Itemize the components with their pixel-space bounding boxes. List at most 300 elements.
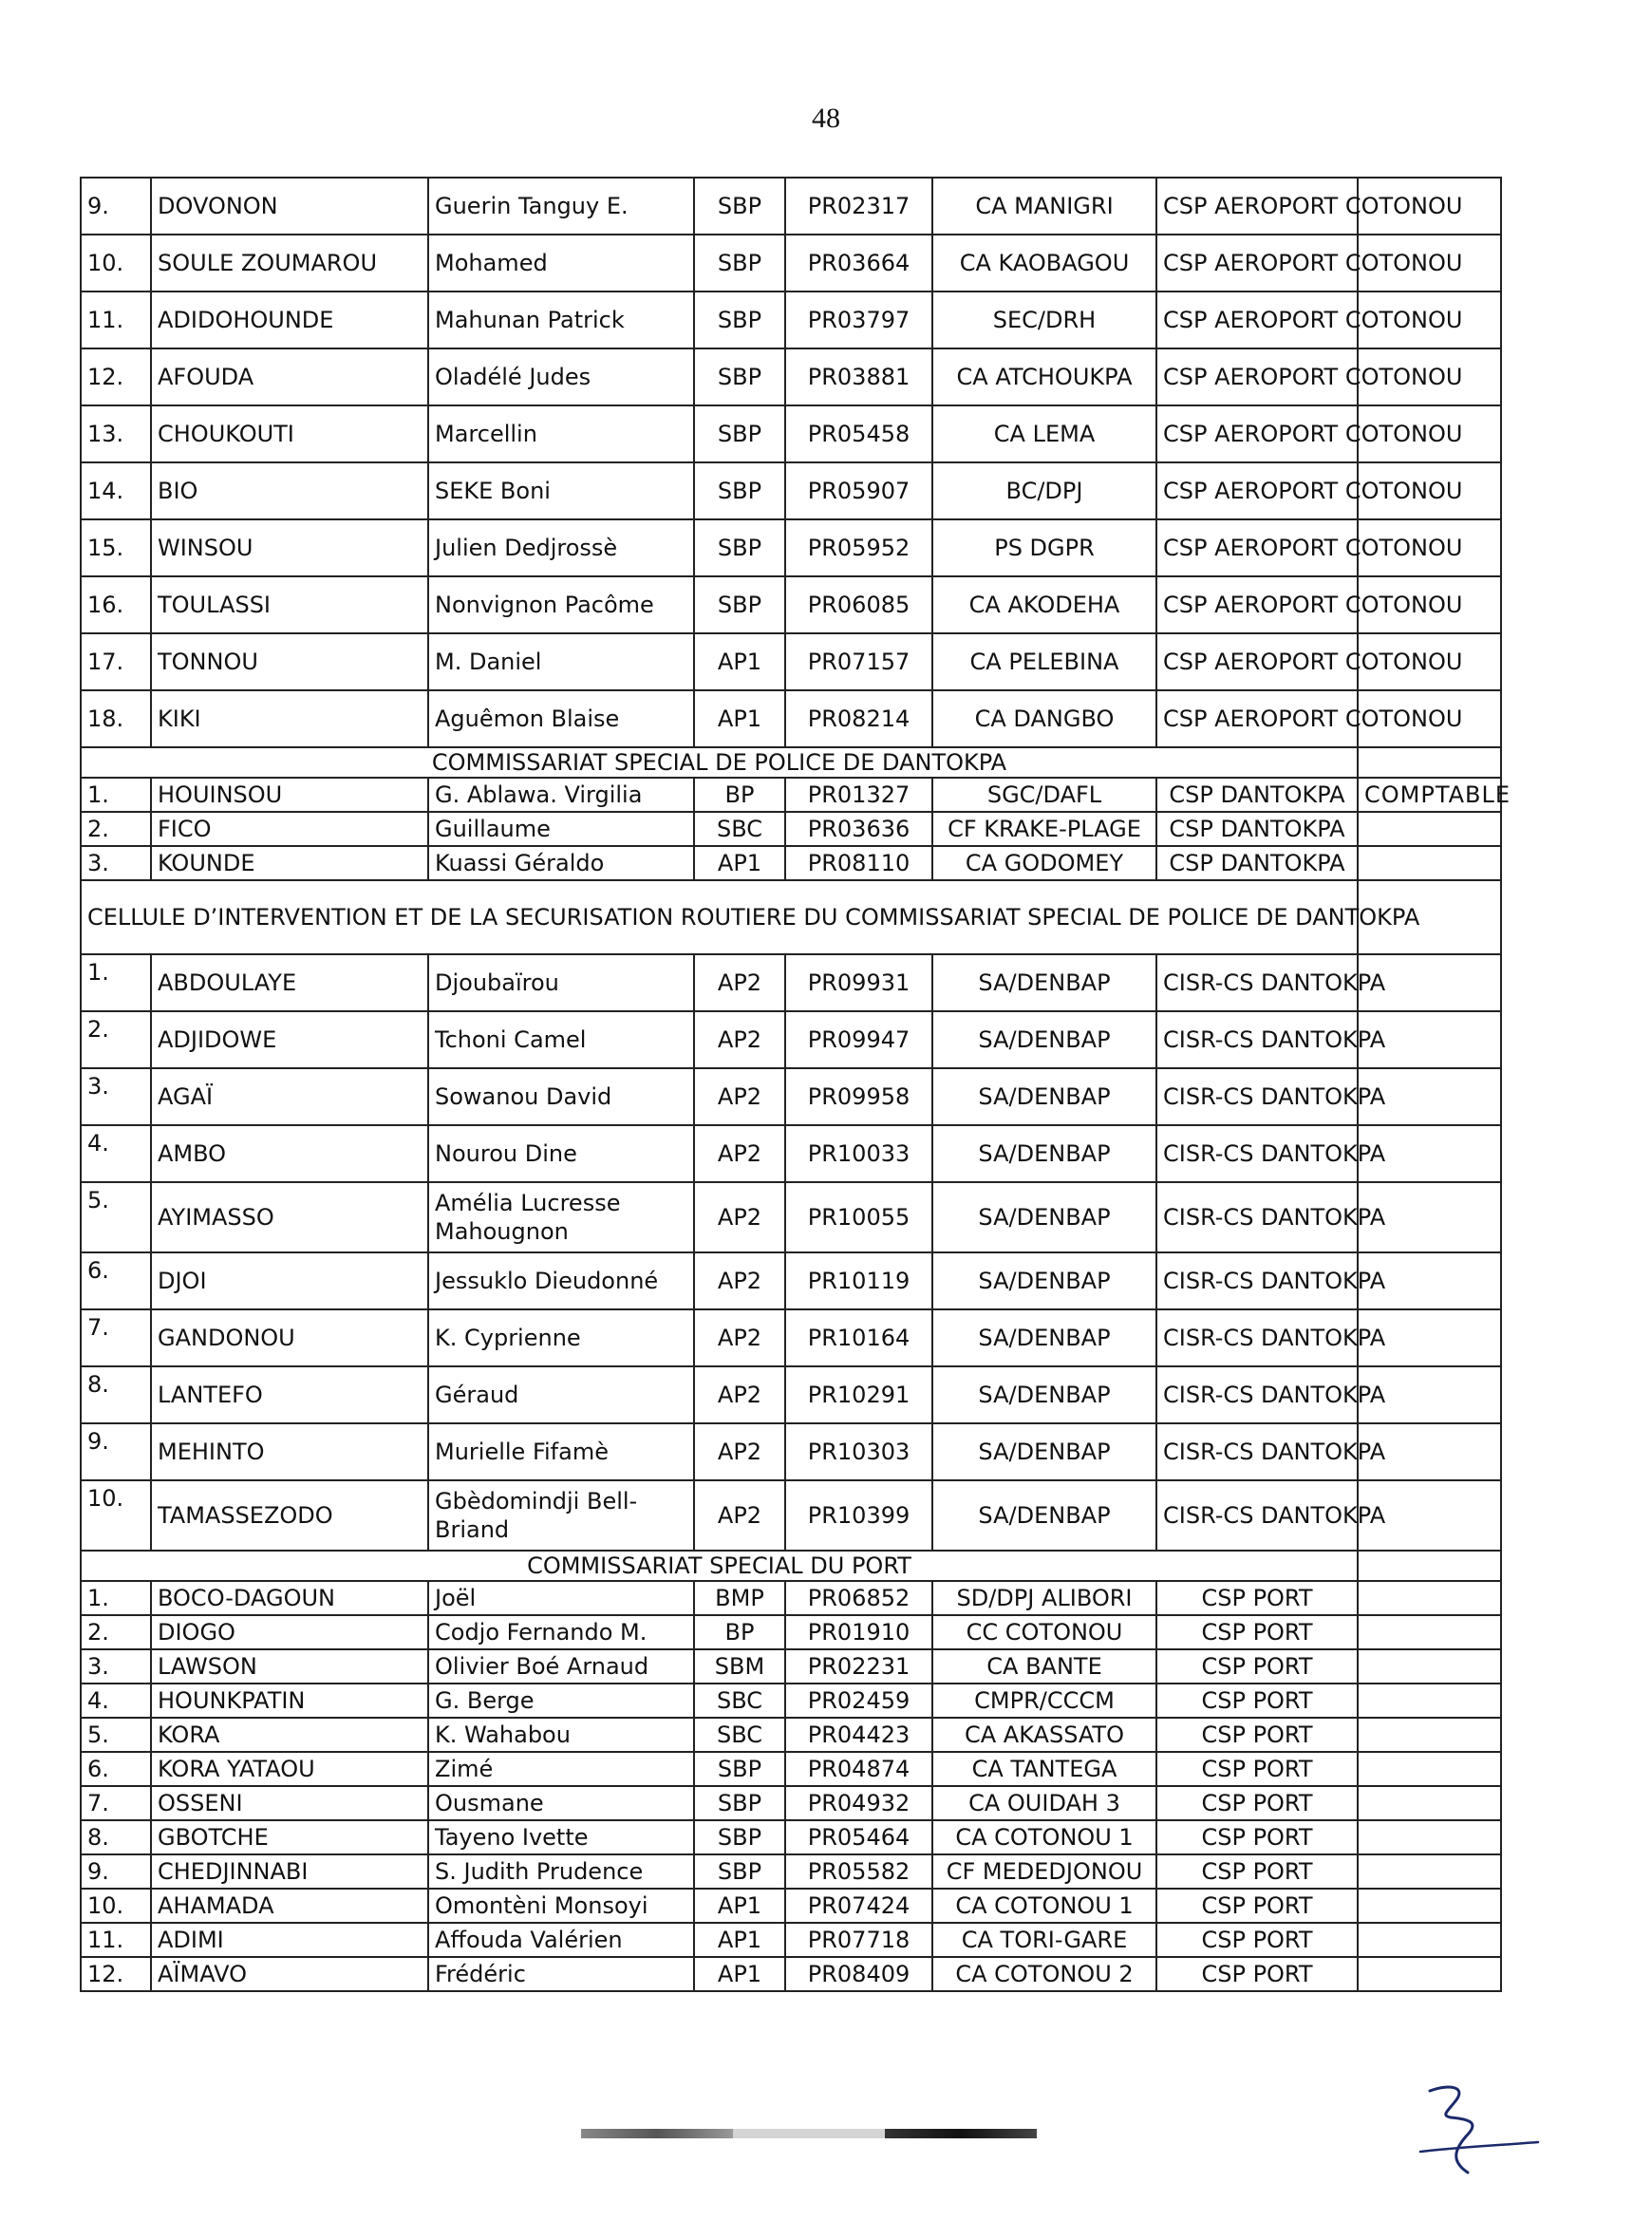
- surname-cell: AYIMASSO: [151, 1182, 428, 1252]
- grade-cell: BP: [694, 1615, 785, 1649]
- table-row: [81, 812, 1501, 846]
- registration-number-cell: PR03664: [785, 235, 932, 292]
- row-number: 11.: [81, 292, 151, 348]
- remark-cell: [1358, 1718, 1501, 1752]
- table-row: [81, 1820, 1501, 1854]
- registration-number-cell: PR02231: [785, 1649, 932, 1684]
- row-number: 13.: [81, 405, 151, 462]
- grade-cell: SBP: [694, 1752, 785, 1786]
- surname-cell: HOUINSOU: [151, 778, 428, 812]
- surname-cell: CHOUKOUTI: [151, 405, 428, 462]
- new-service-cell: CSP AEROPORT COTONOU: [1156, 405, 1358, 462]
- registration-number-cell: PR01910: [785, 1615, 932, 1649]
- registration-number-cell: PR09958: [785, 1068, 932, 1125]
- remark-cell: [1358, 1752, 1501, 1786]
- table-row: [81, 178, 1501, 235]
- grade-cell: BMP: [694, 1581, 785, 1615]
- new-service-cell: CSP AEROPORT COTONOU: [1156, 178, 1358, 235]
- registration-number-cell: PR10303: [785, 1423, 932, 1480]
- table-row: [81, 1480, 1501, 1551]
- grade-cell: AP1: [694, 846, 785, 880]
- table-row: [81, 1752, 1501, 1786]
- table-row: [81, 690, 1501, 747]
- registration-number-cell: PR04874: [785, 1752, 932, 1786]
- surname-cell: FICO: [151, 812, 428, 846]
- grade-cell: AP2: [694, 1182, 785, 1252]
- given-names-cell: Olivier Boé Arnaud: [428, 1649, 694, 1684]
- registration-number-cell: PR10055: [785, 1182, 932, 1252]
- new-service-cell: CSP AEROPORT COTONOU: [1156, 519, 1358, 576]
- row-number: 2.: [81, 812, 151, 846]
- surname-cell: DOVONON: [151, 178, 428, 235]
- new-service-cell: CSP AEROPORT COTONOU: [1156, 690, 1358, 747]
- scan-mark: [581, 2129, 733, 2138]
- new-service-cell: CISR-CS DANTOKPA: [1156, 1423, 1358, 1480]
- row-number: 10.: [81, 1480, 151, 1551]
- row-number: 9.: [81, 178, 151, 235]
- given-names-cell: Mahunan Patrick: [428, 292, 694, 348]
- given-names-cell: Zimé: [428, 1752, 694, 1786]
- given-names-cell: Murielle Fifamè: [428, 1423, 694, 1480]
- previous-posting-cell: SA/DENBAP: [932, 1011, 1156, 1068]
- grade-cell: SBC: [694, 812, 785, 846]
- grade-cell: AP2: [694, 1366, 785, 1423]
- given-names-cell: Tayeno Ivette: [428, 1820, 694, 1854]
- table-row: [81, 1366, 1501, 1423]
- given-names-cell: K. Wahabou: [428, 1718, 694, 1752]
- table-row: [81, 1581, 1501, 1615]
- remark-cell: [1358, 1615, 1501, 1649]
- surname-cell: KOUNDE: [151, 846, 428, 880]
- table-row: [81, 1252, 1501, 1309]
- previous-posting-cell: SA/DENBAP: [932, 1423, 1156, 1480]
- new-service-cell: CISR-CS DANTOKPA: [1156, 1252, 1358, 1309]
- new-service-cell: CSP PORT: [1156, 1923, 1358, 1957]
- surname-cell: OSSENI: [151, 1786, 428, 1820]
- given-names-cell: Frédéric: [428, 1957, 694, 1991]
- grade-cell: SBP: [694, 405, 785, 462]
- new-service-cell: CSP AEROPORT COTONOU: [1156, 292, 1358, 348]
- surname-cell: BIO: [151, 462, 428, 519]
- previous-posting-cell: CA KAOBAGOU: [932, 235, 1156, 292]
- table-row: [81, 1957, 1501, 1991]
- given-names-cell: Guerin Tanguy E.: [428, 178, 694, 235]
- previous-posting-cell: CA COTONOU 1: [932, 1889, 1156, 1923]
- personnel-roster-table: [80, 177, 1511, 1992]
- grade-cell: AP2: [694, 954, 785, 1011]
- new-service-cell: CISR-CS DANTOKPA: [1156, 1480, 1358, 1551]
- row-number: 7.: [81, 1309, 151, 1366]
- previous-posting-cell: SA/DENBAP: [932, 1125, 1156, 1182]
- new-service-cell: CSP PORT: [1156, 1786, 1358, 1820]
- table-row: [81, 1786, 1501, 1820]
- registration-number-cell: PR10033: [785, 1125, 932, 1182]
- table-row: [81, 519, 1501, 576]
- registration-number-cell: PR09947: [785, 1011, 932, 1068]
- table-row: [81, 1854, 1501, 1889]
- registration-number-cell: PR05582: [785, 1854, 932, 1889]
- given-names-cell: Aguêmon Blaise: [428, 690, 694, 747]
- new-service-cell: CISR-CS DANTOKPA: [1156, 1366, 1358, 1423]
- previous-posting-cell: CA COTONOU 2: [932, 1957, 1156, 1991]
- registration-number-cell: PR01327: [785, 778, 932, 812]
- given-names-cell: Julien Dedjrossè: [428, 519, 694, 576]
- section-blank-cell: [1358, 747, 1501, 778]
- given-names-cell: G. Berge: [428, 1684, 694, 1718]
- previous-posting-cell: CA ATCHOUKPA: [932, 348, 1156, 405]
- registration-number-cell: PR07157: [785, 633, 932, 690]
- previous-posting-cell: CA COTONOU 1: [932, 1820, 1156, 1854]
- table-row: [81, 1718, 1501, 1752]
- grade-cell: AP2: [694, 1011, 785, 1068]
- registration-number-cell: PR02459: [785, 1684, 932, 1718]
- section-blank-cell: [1358, 1551, 1501, 1581]
- table-row: [81, 1125, 1501, 1182]
- row-number: 4.: [81, 1684, 151, 1718]
- new-service-cell: CSP PORT: [1156, 1684, 1358, 1718]
- surname-cell: AMBO: [151, 1125, 428, 1182]
- remark-cell: [1358, 1649, 1501, 1684]
- remark-cell: [1358, 1923, 1501, 1957]
- new-service-cell: CISR-CS DANTOKPA: [1156, 1011, 1358, 1068]
- grade-cell: SBP: [694, 519, 785, 576]
- grade-cell: AP1: [694, 690, 785, 747]
- new-service-cell: CSP DANTOKPA: [1156, 846, 1358, 880]
- registration-number-cell: PR07424: [785, 1889, 932, 1923]
- registration-number-cell: PR02317: [785, 178, 932, 235]
- page-number: 48: [812, 103, 840, 134]
- surname-cell: ADJIDOWE: [151, 1011, 428, 1068]
- surname-cell: KIKI: [151, 690, 428, 747]
- registration-number-cell: PR08214: [785, 690, 932, 747]
- registration-number-cell: PR03636: [785, 812, 932, 846]
- new-service-cell: CSP AEROPORT COTONOU: [1156, 576, 1358, 633]
- previous-posting-cell: CA BANTE: [932, 1649, 1156, 1684]
- grade-cell: AP1: [694, 1957, 785, 1991]
- new-service-cell: CSP AEROPORT COTONOU: [1156, 633, 1358, 690]
- section-header-row: [81, 880, 1501, 954]
- previous-posting-cell: CMPR/CCCM: [932, 1684, 1156, 1718]
- surname-cell: CHEDJINNABI: [151, 1854, 428, 1889]
- new-service-cell: CSP AEROPORT COTONOU: [1156, 235, 1358, 292]
- section-title: COMMISSARIAT SPECIAL DE POLICE DE DANTOKPA: [81, 747, 1358, 778]
- given-names-cell: Ousmane: [428, 1786, 694, 1820]
- registration-number-cell: PR05952: [785, 519, 932, 576]
- grade-cell: AP2: [694, 1423, 785, 1480]
- surname-cell: ADIDOHOUNDE: [151, 292, 428, 348]
- given-names-cell: Oladélé Judes: [428, 348, 694, 405]
- row-number: 5.: [81, 1718, 151, 1752]
- previous-posting-cell: CA OUIDAH 3: [932, 1786, 1156, 1820]
- row-number: 2.: [81, 1011, 151, 1068]
- table-row: [81, 1649, 1501, 1684]
- row-number: 18.: [81, 690, 151, 747]
- row-number: 9.: [81, 1854, 151, 1889]
- row-number: 17.: [81, 633, 151, 690]
- registration-number-cell: PR05464: [785, 1820, 932, 1854]
- row-number: 8.: [81, 1366, 151, 1423]
- new-service-cell: CSP DANTOKPA: [1156, 778, 1358, 812]
- registration-number-cell: PR10291: [785, 1366, 932, 1423]
- previous-posting-cell: CA PELEBINA: [932, 633, 1156, 690]
- remark-cell: [1358, 1854, 1501, 1889]
- given-names-cell: Jessuklo Dieudonné: [428, 1252, 694, 1309]
- grade-cell: SBP: [694, 1820, 785, 1854]
- new-service-cell: CISR-CS DANTOKPA: [1156, 1068, 1358, 1125]
- previous-posting-cell: SA/DENBAP: [932, 1068, 1156, 1125]
- new-service-cell: CSP PORT: [1156, 1889, 1358, 1923]
- previous-posting-cell: SEC/DRH: [932, 292, 1156, 348]
- given-names-cell: Guillaume: [428, 812, 694, 846]
- given-names-cell: Mohamed: [428, 235, 694, 292]
- registration-number-cell: PR06852: [785, 1581, 932, 1615]
- registration-number-cell: PR09931: [785, 954, 932, 1011]
- table-row: [81, 1011, 1501, 1068]
- scan-mark: [885, 2129, 1037, 2138]
- grade-cell: AP2: [694, 1068, 785, 1125]
- new-service-cell: CISR-CS DANTOKPA: [1156, 1125, 1358, 1182]
- given-names-cell: Codjo Fernando M.: [428, 1615, 694, 1649]
- given-names-cell: SEKE Boni: [428, 462, 694, 519]
- grade-cell: AP2: [694, 1252, 785, 1309]
- row-number: 12.: [81, 1957, 151, 1991]
- previous-posting-cell: SGC/DAFL: [932, 778, 1156, 812]
- row-number: 6.: [81, 1752, 151, 1786]
- new-service-cell: CISR-CS DANTOKPA: [1156, 1309, 1358, 1366]
- row-number: 6.: [81, 1252, 151, 1309]
- row-number: 3.: [81, 1068, 151, 1125]
- given-names-cell: Marcellin: [428, 405, 694, 462]
- row-number: 3.: [81, 1649, 151, 1684]
- grade-cell: AP1: [694, 1923, 785, 1957]
- previous-posting-cell: CA AKASSATO: [932, 1718, 1156, 1752]
- table-row: [81, 348, 1501, 405]
- given-names-cell: K. Cyprienne: [428, 1309, 694, 1366]
- table-row: [81, 405, 1501, 462]
- given-names-cell: Amélia Lucresse Mahougnon: [428, 1182, 694, 1252]
- new-service-cell: CISR-CS DANTOKPA: [1156, 1182, 1358, 1252]
- given-names-cell: Tchoni Camel: [428, 1011, 694, 1068]
- given-names-cell: G. Ablawa. Virgilia: [428, 778, 694, 812]
- row-number: 1.: [81, 954, 151, 1011]
- registration-number-cell: PR03797: [785, 292, 932, 348]
- grade-cell: SBP: [694, 235, 785, 292]
- surname-cell: GANDONOU: [151, 1309, 428, 1366]
- previous-posting-cell: SA/DENBAP: [932, 1182, 1156, 1252]
- given-names-cell: Joël: [428, 1581, 694, 1615]
- row-number: 10.: [81, 1889, 151, 1923]
- row-number: 1.: [81, 1581, 151, 1615]
- registration-number-cell: PR04932: [785, 1786, 932, 1820]
- previous-posting-cell: SA/DENBAP: [932, 1252, 1156, 1309]
- surname-cell: ABDOULAYE: [151, 954, 428, 1011]
- registration-number-cell: PR03881: [785, 348, 932, 405]
- previous-posting-cell: CA AKODEHA: [932, 576, 1156, 633]
- surname-cell: TONNOU: [151, 633, 428, 690]
- surname-cell: TOULASSI: [151, 576, 428, 633]
- surname-cell: MEHINTO: [151, 1423, 428, 1480]
- row-number: 7.: [81, 1786, 151, 1820]
- previous-posting-cell: CA LEMA: [932, 405, 1156, 462]
- grade-cell: SBM: [694, 1649, 785, 1684]
- previous-posting-cell: CA TORI-GARE: [932, 1923, 1156, 1957]
- table-row: [81, 846, 1501, 880]
- registration-number-cell: PR05907: [785, 462, 932, 519]
- surname-cell: HOUNKPATIN: [151, 1684, 428, 1718]
- registration-number-cell: PR04423: [785, 1718, 932, 1752]
- remark-cell: [1358, 1889, 1501, 1923]
- given-names-cell: Géraud: [428, 1366, 694, 1423]
- surname-cell: KORA YATAOU: [151, 1752, 428, 1786]
- new-service-cell: CSP PORT: [1156, 1615, 1358, 1649]
- given-names-cell: Gbèdomindji Bell-Briand: [428, 1480, 694, 1551]
- registration-number-cell: PR06085: [785, 576, 932, 633]
- previous-posting-cell: CA GODOMEY: [932, 846, 1156, 880]
- table-row: [81, 1182, 1501, 1252]
- table-row: [81, 1889, 1501, 1923]
- grade-cell: AP2: [694, 1309, 785, 1366]
- grade-cell: SBP: [694, 348, 785, 405]
- previous-posting-cell: CF MEDEDJONOU: [932, 1854, 1156, 1889]
- previous-posting-cell: SA/DENBAP: [932, 1309, 1156, 1366]
- new-service-cell: CSP AEROPORT COTONOU: [1156, 462, 1358, 519]
- given-names-cell: S. Judith Prudence: [428, 1854, 694, 1889]
- given-names-cell: M. Daniel: [428, 633, 694, 690]
- new-service-cell: CSP PORT: [1156, 1581, 1358, 1615]
- new-service-cell: CSP PORT: [1156, 1957, 1358, 1991]
- surname-cell: DJOI: [151, 1252, 428, 1309]
- row-number: 9.: [81, 1423, 151, 1480]
- row-number: 11.: [81, 1923, 151, 1957]
- previous-posting-cell: CA TANTEGA: [932, 1752, 1156, 1786]
- grade-cell: SBC: [694, 1718, 785, 1752]
- new-service-cell: CISR-CS DANTOKPA: [1156, 954, 1358, 1011]
- previous-posting-cell: SA/DENBAP: [932, 1366, 1156, 1423]
- previous-posting-cell: CA DANGBO: [932, 690, 1156, 747]
- grade-cell: SBP: [694, 576, 785, 633]
- row-number: 1.: [81, 778, 151, 812]
- surname-cell: ADIMI: [151, 1923, 428, 1957]
- given-names-cell: Affouda Valérien: [428, 1923, 694, 1957]
- row-number: 10.: [81, 235, 151, 292]
- grade-cell: SBC: [694, 1684, 785, 1718]
- given-names-cell: Nonvignon Pacôme: [428, 576, 694, 633]
- grade-cell: SBP: [694, 1786, 785, 1820]
- row-number: 14.: [81, 462, 151, 519]
- previous-posting-cell: SD/DPJ ALIBORI: [932, 1581, 1156, 1615]
- scan-mark: [733, 2129, 885, 2138]
- surname-cell: SOULE ZOUMAROU: [151, 235, 428, 292]
- registration-number-cell: PR10399: [785, 1480, 932, 1551]
- previous-posting-cell: BC/DPJ: [932, 462, 1156, 519]
- grade-cell: SBP: [694, 292, 785, 348]
- remark-cell: [1358, 812, 1501, 846]
- grade-cell: AP2: [694, 1125, 785, 1182]
- surname-cell: DIOGO: [151, 1615, 428, 1649]
- surname-cell: LAWSON: [151, 1649, 428, 1684]
- given-names-cell: Kuassi Géraldo: [428, 846, 694, 880]
- table-row: [81, 1923, 1501, 1957]
- remark-cell: COMPTABLE: [1358, 778, 1501, 812]
- table-row: [81, 1423, 1501, 1480]
- new-service-cell: CSP DANTOKPA: [1156, 812, 1358, 846]
- section-header-row: [81, 1551, 1501, 1581]
- new-service-cell: CSP PORT: [1156, 1752, 1358, 1786]
- registration-number-cell: PR10119: [785, 1252, 932, 1309]
- surname-cell: AHAMADA: [151, 1889, 428, 1923]
- previous-posting-cell: CA MANIGRI: [932, 178, 1156, 235]
- remark-cell: [1358, 1581, 1501, 1615]
- given-names-cell: Sowanou David: [428, 1068, 694, 1125]
- grade-cell: SBP: [694, 1854, 785, 1889]
- previous-posting-cell: PS DGPR: [932, 519, 1156, 576]
- surname-cell: GBOTCHE: [151, 1820, 428, 1854]
- table-row: [81, 954, 1501, 1011]
- grade-cell: BP: [694, 778, 785, 812]
- row-number: 2.: [81, 1615, 151, 1649]
- previous-posting-cell: SA/DENBAP: [932, 1480, 1156, 1551]
- previous-posting-cell: CC COTONOU: [932, 1615, 1156, 1649]
- row-number: 4.: [81, 1125, 151, 1182]
- grade-cell: AP1: [694, 1889, 785, 1923]
- section-title: CELLULE D’INTERVENTION ET DE LA SECURISATION ROUTIERE DU COMMISSARIAT SPECIAL DE POLICE DE DANTOKPA: [81, 880, 1358, 954]
- row-number: 8.: [81, 1820, 151, 1854]
- surname-cell: TAMASSEZODO: [151, 1480, 428, 1551]
- given-names-cell: Nourou Dine: [428, 1125, 694, 1182]
- surname-cell: AÏMAVO: [151, 1957, 428, 1991]
- new-service-cell: CSP PORT: [1156, 1820, 1358, 1854]
- registration-number-cell: PR05458: [785, 405, 932, 462]
- remark-cell: [1358, 1957, 1501, 1991]
- section-header-row: [81, 747, 1501, 778]
- grade-cell: AP1: [694, 633, 785, 690]
- new-service-cell: CSP PORT: [1156, 1854, 1358, 1889]
- given-names-cell: Djoubaïrou: [428, 954, 694, 1011]
- new-service-cell: CSP AEROPORT COTONOU: [1156, 348, 1358, 405]
- surname-cell: BOCO-DAGOUN: [151, 1581, 428, 1615]
- table-row: [81, 1068, 1501, 1125]
- surname-cell: LANTEFO: [151, 1366, 428, 1423]
- new-service-cell: CSP PORT: [1156, 1649, 1358, 1684]
- registration-number-cell: PR07718: [785, 1923, 932, 1957]
- roster-body: [81, 178, 1511, 1991]
- previous-posting-cell: SA/DENBAP: [932, 954, 1156, 1011]
- remark-cell: [1358, 1820, 1501, 1854]
- registration-number-cell: PR08409: [785, 1957, 932, 1991]
- surname-cell: WINSOU: [151, 519, 428, 576]
- row-number: 15.: [81, 519, 151, 576]
- table-row: [81, 462, 1501, 519]
- registration-number-cell: PR08110: [785, 846, 932, 880]
- surname-cell: AGAÏ: [151, 1068, 428, 1125]
- surname-cell: KORA: [151, 1718, 428, 1752]
- new-service-cell: CSP PORT: [1156, 1718, 1358, 1752]
- table-row: [81, 1615, 1501, 1649]
- grade-cell: AP2: [694, 1480, 785, 1551]
- remark-cell: [1358, 1684, 1501, 1718]
- remark-cell: [1358, 1786, 1501, 1820]
- table-row: [81, 778, 1501, 812]
- row-number: 16.: [81, 576, 151, 633]
- table-row: [81, 1309, 1501, 1366]
- row-number: 12.: [81, 348, 151, 405]
- registration-number-cell: PR10164: [785, 1309, 932, 1366]
- grade-cell: SBP: [694, 462, 785, 519]
- handwritten-paraph-signature: [1413, 2070, 1546, 2184]
- previous-posting-cell: CF KRAKE-PLAGE: [932, 812, 1156, 846]
- table-row: [81, 292, 1501, 348]
- remark-cell: [1358, 846, 1501, 880]
